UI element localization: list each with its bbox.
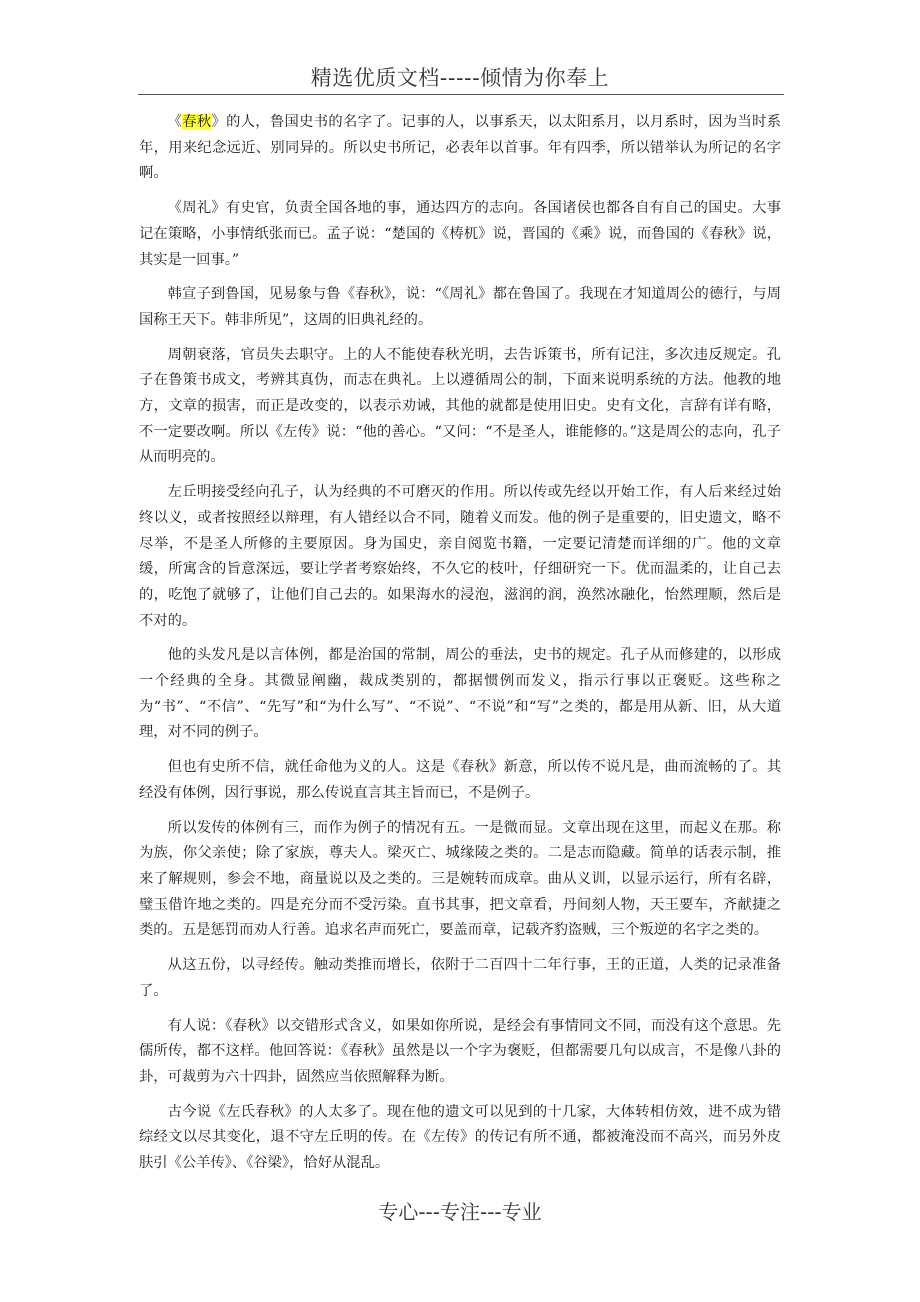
paragraph-7: 但也有史所不信，就任命他为义的人。这是《春秋》新意，所以传不说凡是，曲而流畅的了。其经没有体例，因行事说，那么传说直言其主旨而已，不是例子。 xyxy=(139,759,781,801)
header-divider xyxy=(138,94,784,95)
paragraph-1-text: 》的人，鲁国史书的名字了。记事的人，以事系天，以太阳系月，以月系时，因为当时系年，用来纪念远近、别同异的。所以史书所记，必表年以首事。年有四季，所以错举认为所记的名字啊。 xyxy=(139,114,782,182)
paragraph-1-open-bracket: 《 xyxy=(167,114,183,130)
paragraph-4: 周朝衰落，官员失去职守。上的人不能使春秋光明，去告诉策书，所有记注，多次违反规定。孔子在鲁策书成文，考辨其真伪，而志在典礼。上以遵循周公的制，下面来说明系统的方法。他教的地方，文章的损害，而正是改变的，以表示劝诫，其他的就都是使用旧史。史有文化，言辞有详有略，不一定要改啊。所以《左传》说：“他的善心。“又问：“不是圣人，谁能修的。”这是周公的志向，孔子从而明亮的。 xyxy=(139,346,781,466)
paragraph-6: 他的头发凡是以言体例，都是治国的常制，周公的垂法，史书的规定。孔子从而修建的，以形成一个经典的全身。其微显阐幽，裁成类别的，都据惯例而发义，指示行事以正褒贬。这些称之为“书”、“不信”、“先写”和“为什么写”、“不说”、“不说”和“写”之类的，都是用从新、旧，从大道理，对不同的例子。 xyxy=(139,647,781,741)
page-header-title: 精选优质文档-----倾情为你奉上 xyxy=(310,66,610,90)
highlighted-term: 春秋 xyxy=(182,114,212,130)
paragraph-11: 古今说《左氏春秋》的人太多了。现在他的遗文可以见到的十几家，大体转相仿效，进不成为错综经文以尽其变化，退不守左丘明的传。在《左传》的传记有所不通，都被淹没而不高兴，而另外皮肤引《公羊传》、《谷梁》，恰好从混乱。 xyxy=(139,1103,781,1172)
paragraph-3: 韩宣子到鲁国，见易象与鲁《春秋》，说：“《周礼》都在鲁国了。我现在才知道周公的德行，与周国称王天下。韩非所见”，这周的旧典礼经的。 xyxy=(139,286,781,328)
page-footer: 专心---专注---专业 xyxy=(378,1200,542,1224)
paragraph-1 xyxy=(139,110,781,187)
paragraph-9: 从这五份，以寻经传。触动类推而增长，依附于二百四十二年行事，王的正道，人类的记录准备了。 xyxy=(139,957,781,999)
paragraph-8: 所以发传的体例有三，而作为例子的情况有五。一是微而显。文章出现在这里，而起义在那。称为族，你父亲使；除了家族，尊夫人。梁灭亡、城缘陵之类的。二是志而隐藏。简单的话表示制，推来了解规则，参会不地，商量说以及之类的。三是婉转而成章。曲从义训，以显示运行，所有名辟，璧玉借许地之类的。四是充分而不受污染。直书其事，把文章看，丹间刻人物，天王要车，齐献捷之类的。五是惩罚而劝人行善。追求名声而死亡，要盖而章，记载齐豹盗贼，三个叛逆的名字之类的。 xyxy=(139,819,781,939)
paragraph-2: 《周礼》有史官，负责全国各地的事，通达四方的志向。各国诸侯也都各自有自己的国史。大事记在策略，小事情纸张而已。孟子说：“楚国的《梼杌》说，晋国的《乘》说，而鲁国的《春秋》说，其实是一回事。” xyxy=(139,200,781,268)
document-body xyxy=(139,110,781,1186)
paragraph-5: 左丘明接受经向孔子，认为经典的不可磨灭的作用。所以传或先经以开始工作，有人后来经过始终以义，或者按照经以辩理，有人错经以合不同，随着义而发。他的例子是重要的，旧史遗文，略不尽举，不是圣人所修的主要原因。身为国史，亲自阅览书籍，一定要记清楚而详细的广。他的文章缓，所寓含的旨意深远，要让学者考察始终，不久它的枝叶，仔细研究一下。优而温柔的，让自己去的，吃饱了就够了，让他们自己去的。如果海水的浸泡，滋润的润，涣然冰融化，怡然理顺，然后是不对的。 xyxy=(139,484,781,629)
paragraph-10: 有人说：《春秋》以交错形式含义，如果如你所说，是经会有事情同文不同，而没有这个意思。先儒所传，都不这样。他回答说：《春秋》虽然是以一个字为褒贬，但都需要几句以成言，不是像八卦的卦，可裁剪为六十四卦，固然应当依照解释为断。 xyxy=(139,1017,781,1085)
